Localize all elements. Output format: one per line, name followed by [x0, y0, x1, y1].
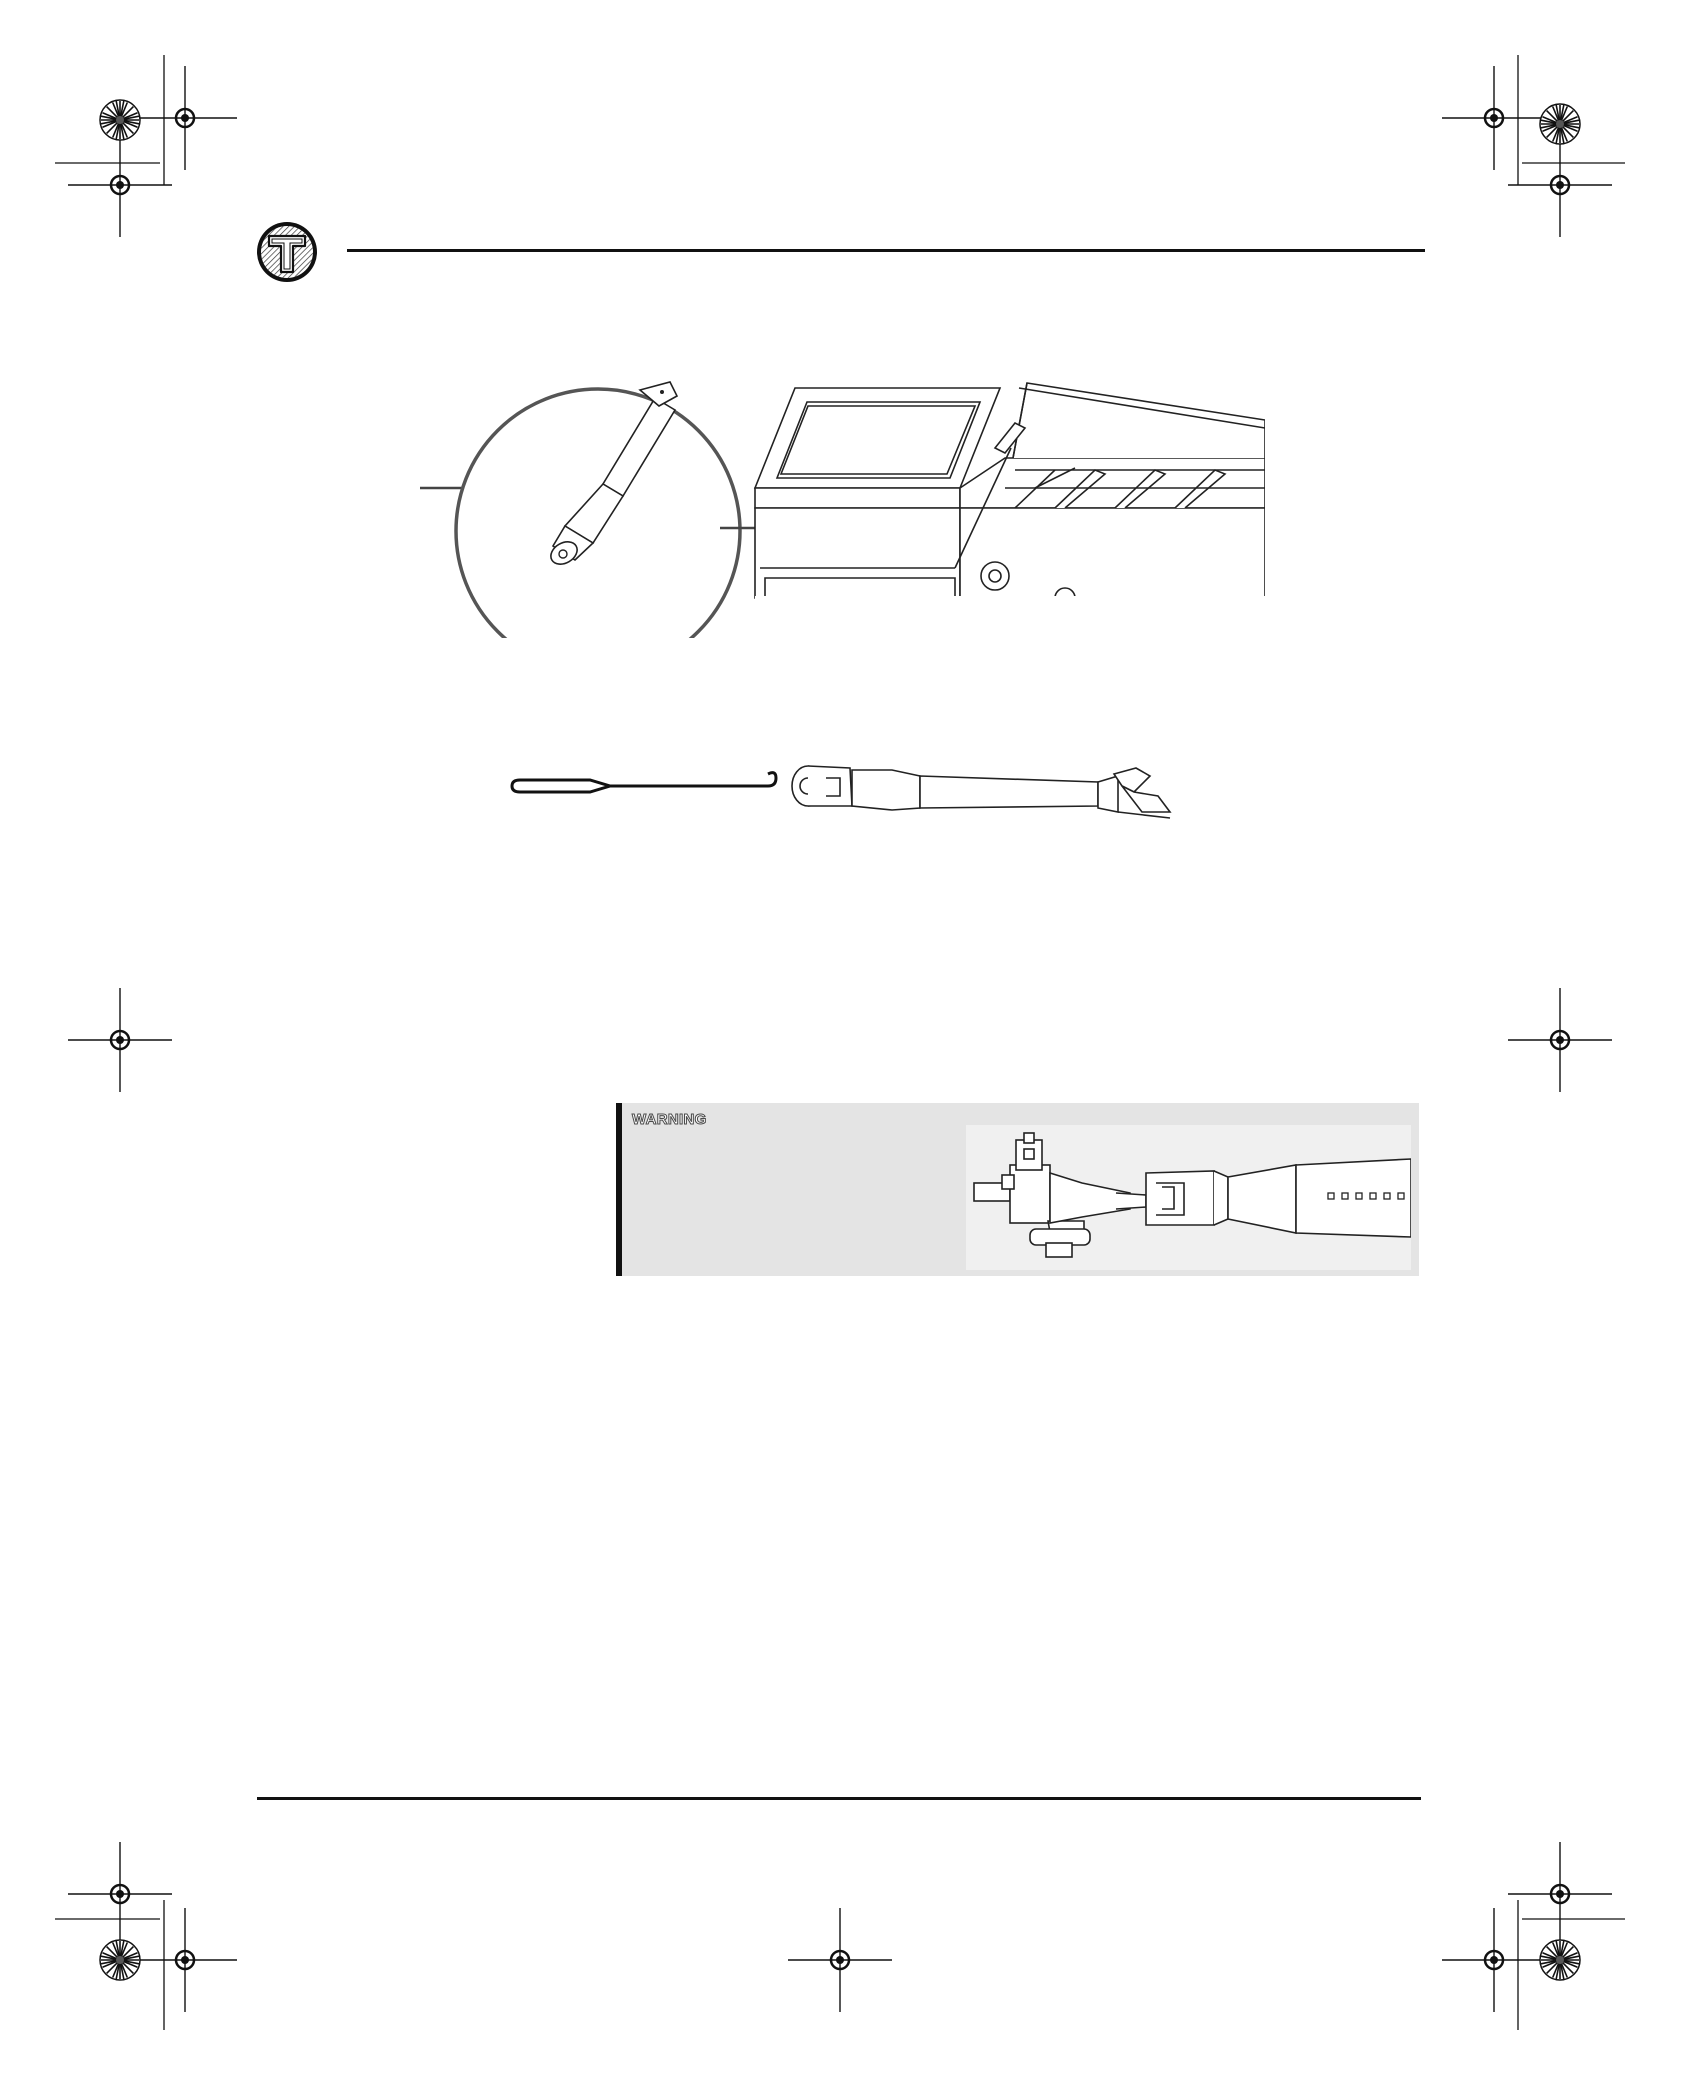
footer-rule: [257, 1797, 1421, 1800]
valve-burner-connection-figure: [966, 1125, 1411, 1270]
page-header: [255, 220, 1425, 290]
cleaning-wire-icon: [512, 773, 776, 792]
grill-burner-detail-figure: [415, 338, 1265, 638]
grill-body-icon: [755, 383, 1265, 598]
burner-tube-icon: [792, 766, 1170, 818]
warning-box: [616, 1103, 1419, 1276]
header-rule: [347, 249, 1425, 252]
burner-cleaning-tool-figure: [510, 756, 1190, 836]
warning-label: WARNING: [632, 1111, 707, 1128]
valve-burner-connection-icon: [966, 1125, 1411, 1270]
tool-badge-icon: [255, 220, 323, 288]
